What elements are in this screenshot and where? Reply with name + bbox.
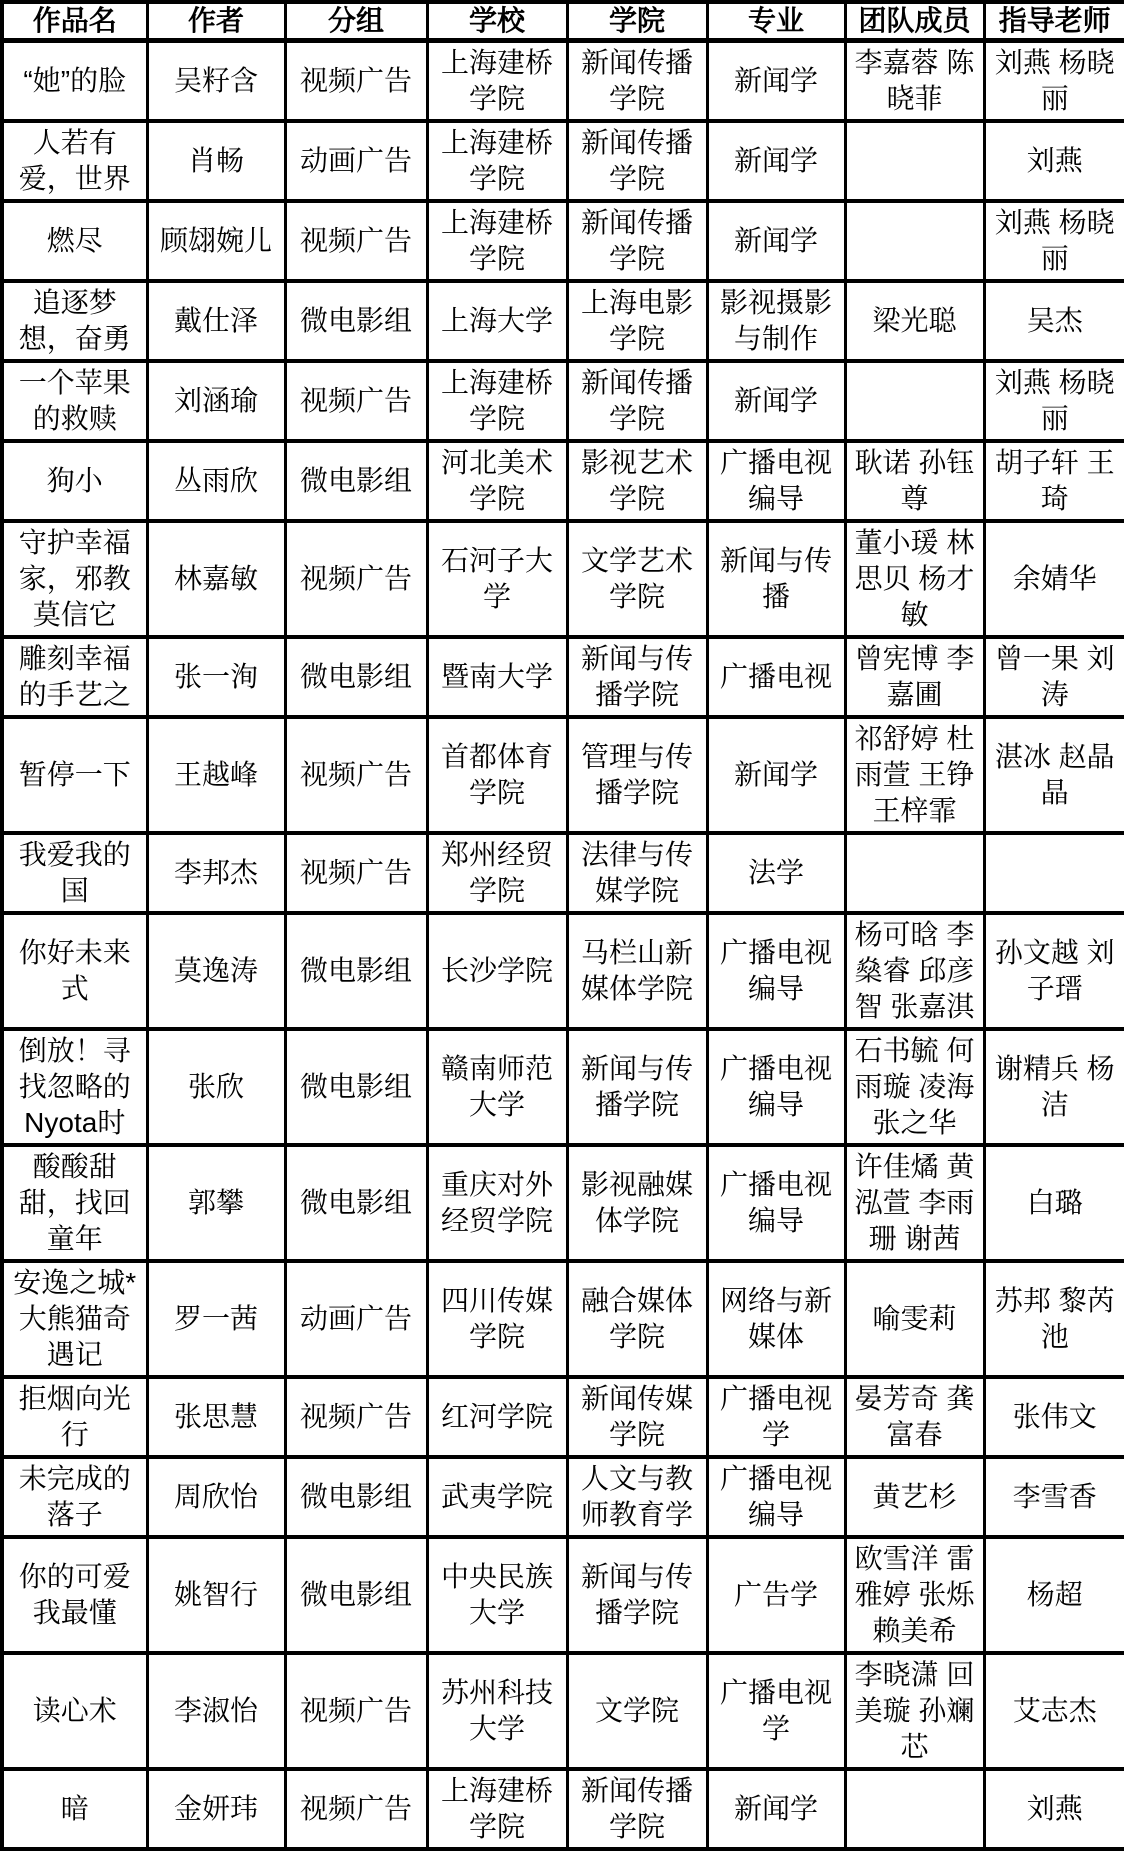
- author-cell: 罗一茜: [147, 1261, 285, 1377]
- work-title-cell: 狗小: [2, 441, 147, 521]
- team-members-cell: 李嘉蓉 陈晓菲: [845, 41, 984, 122]
- team-members-cell: [845, 201, 984, 281]
- table-row: [2, 1029, 1124, 1145]
- school-cell: 上海大学: [427, 281, 567, 361]
- table-row: [2, 441, 1124, 521]
- major-cell: 广播电视编导: [707, 1029, 845, 1145]
- table-row: [2, 41, 1124, 122]
- table-body: [2, 41, 1124, 1850]
- advisor-cell: 刘燕 杨晓丽: [984, 201, 1124, 281]
- college-cell: 新闻与传播学院: [567, 1029, 707, 1145]
- advisor-cell: 曾一果 刘涛: [984, 637, 1124, 717]
- group-cell: 微电影组: [285, 637, 427, 717]
- author-cell: 李邦杰: [147, 833, 285, 913]
- major-cell: 广播电视编导: [707, 1457, 845, 1537]
- group-cell: 视频广告: [285, 361, 427, 441]
- team-members-cell: 晏芳奇 龚富春: [845, 1377, 984, 1457]
- college-cell: 新闻与传播学院: [567, 637, 707, 717]
- major-cell: 新闻学: [707, 121, 845, 201]
- college-cell: 新闻传播学院: [567, 41, 707, 122]
- author-cell: 莫逸涛: [147, 913, 285, 1029]
- advisor-cell: 白璐: [984, 1145, 1124, 1261]
- work-title-cell: 雕刻幸福的手艺之: [2, 637, 147, 717]
- author-cell: 王越峰: [147, 717, 285, 833]
- group-cell: 视频广告: [285, 1769, 427, 1849]
- work-title-cell: 我爱我的国: [2, 833, 147, 913]
- team-members-cell: 石书毓 何雨璇 凌海 张之华: [845, 1029, 984, 1145]
- major-cell: 广播电视编导: [707, 441, 845, 521]
- advisor-cell: 杨超: [984, 1537, 1124, 1653]
- school-cell: 石河子大学: [427, 521, 567, 637]
- college-cell: 新闻与传播学院: [567, 1537, 707, 1653]
- column-header-group: 分组: [285, 2, 427, 41]
- author-cell: 顾翃婉儿: [147, 201, 285, 281]
- advisor-cell: 胡子轩 王琦: [984, 441, 1124, 521]
- work-title-cell: 燃尽: [2, 201, 147, 281]
- group-cell: 微电影组: [285, 281, 427, 361]
- table-row: [2, 833, 1124, 913]
- college-cell: 法律与传媒学院: [567, 833, 707, 913]
- table-row: [2, 521, 1124, 637]
- group-cell: 微电影组: [285, 913, 427, 1029]
- college-cell: 影视融媒体学院: [567, 1145, 707, 1261]
- author-cell: 张思慧: [147, 1377, 285, 1457]
- school-cell: 四川传媒学院: [427, 1261, 567, 1377]
- header-row: [2, 2, 1124, 41]
- advisor-cell: 刘燕: [984, 1769, 1124, 1849]
- team-members-cell: 李晓潇 回美璇 孙斓芯: [845, 1653, 984, 1769]
- author-cell: 金妍玮: [147, 1769, 285, 1849]
- group-cell: 视频广告: [285, 521, 427, 637]
- major-cell: 网络与新媒体: [707, 1261, 845, 1377]
- work-title-cell: 守护幸福家，邪教莫信它: [2, 521, 147, 637]
- school-cell: 河北美术学院: [427, 441, 567, 521]
- major-cell: 影视摄影与制作: [707, 281, 845, 361]
- work-title-cell: 酸酸甜甜，找回童年: [2, 1145, 147, 1261]
- table-row: [2, 281, 1124, 361]
- author-cell: 姚智行: [147, 1537, 285, 1653]
- work-title-cell: 追逐梦想，奋勇: [2, 281, 147, 361]
- work-title-cell: 你好未来式: [2, 913, 147, 1029]
- major-cell: 新闻学: [707, 361, 845, 441]
- work-title-cell: “她”的脸: [2, 41, 147, 122]
- college-cell: 新闻传播学院: [567, 361, 707, 441]
- group-cell: 微电影组: [285, 441, 427, 521]
- work-title-cell: 一个苹果的救赎: [2, 361, 147, 441]
- college-cell: 管理与传播学院: [567, 717, 707, 833]
- team-members-cell: 耿诺 孙钰尊: [845, 441, 984, 521]
- team-members-cell: 杨可晗 李燊睿 邱彦智 张嘉淇: [845, 913, 984, 1029]
- advisor-cell: 张伟文: [984, 1377, 1124, 1457]
- author-cell: 张一洵: [147, 637, 285, 717]
- work-title-cell: 人若有爱，世界: [2, 121, 147, 201]
- major-cell: 法学: [707, 833, 845, 913]
- team-members-cell: 欧雪洋 雷雅婷 张烁 赖美希: [845, 1537, 984, 1653]
- team-members-cell: 梁光聪: [845, 281, 984, 361]
- column-header-school: 学校: [427, 2, 567, 41]
- college-cell: 新闻传播学院: [567, 1769, 707, 1849]
- group-cell: 视频广告: [285, 1653, 427, 1769]
- author-cell: 张欣: [147, 1029, 285, 1145]
- college-cell: 人文与教师教育学: [567, 1457, 707, 1537]
- team-members-cell: 黄艺杉: [845, 1457, 984, 1537]
- college-cell: 上海电影学院: [567, 281, 707, 361]
- major-cell: 广播电视编导: [707, 1145, 845, 1261]
- college-cell: 新闻传播学院: [567, 121, 707, 201]
- team-members-cell: [845, 833, 984, 913]
- school-cell: 上海建桥学院: [427, 1769, 567, 1849]
- team-members-cell: 许佳燏 黄泓萱 李雨珊 谢茜: [845, 1145, 984, 1261]
- school-cell: 中央民族大学: [427, 1537, 567, 1653]
- school-cell: 红河学院: [427, 1377, 567, 1457]
- advisor-cell: 艾志杰: [984, 1653, 1124, 1769]
- major-cell: 广播电视学: [707, 1653, 845, 1769]
- school-cell: 暨南大学: [427, 637, 567, 717]
- work-title-cell: 倒放！寻找忽略的Nyota时: [2, 1029, 147, 1145]
- advisor-cell: 吴杰: [984, 281, 1124, 361]
- school-cell: 郑州经贸学院: [427, 833, 567, 913]
- table-row: [2, 913, 1124, 1029]
- team-members-cell: 曾宪博 李嘉圃: [845, 637, 984, 717]
- advisor-cell: 苏邦 黎芮池: [984, 1261, 1124, 1377]
- college-cell: 文学院: [567, 1653, 707, 1769]
- table-row: [2, 1653, 1124, 1769]
- column-header-author: 作者: [147, 2, 285, 41]
- advisor-cell: 余婧华: [984, 521, 1124, 637]
- major-cell: 新闻学: [707, 41, 845, 122]
- group-cell: 视频广告: [285, 717, 427, 833]
- team-members-cell: [845, 361, 984, 441]
- advisor-cell: 刘燕 杨晓丽: [984, 41, 1124, 122]
- work-title-cell: 安逸之城*大熊猫奇遇记: [2, 1261, 147, 1377]
- table-row: [2, 637, 1124, 717]
- school-cell: 赣南师范大学: [427, 1029, 567, 1145]
- school-cell: 武夷学院: [427, 1457, 567, 1537]
- major-cell: 新闻学: [707, 1769, 845, 1849]
- major-cell: 广播电视编导: [707, 913, 845, 1029]
- group-cell: 微电影组: [285, 1029, 427, 1145]
- major-cell: 广播电视: [707, 637, 845, 717]
- advisor-cell: 刘燕: [984, 121, 1124, 201]
- major-cell: 广播电视学: [707, 1377, 845, 1457]
- table-row: [2, 1769, 1124, 1849]
- table-row: [2, 361, 1124, 441]
- school-cell: 上海建桥学院: [427, 41, 567, 122]
- college-cell: 新闻传媒学院: [567, 1377, 707, 1457]
- advisor-cell: 孙文越 刘子瑨: [984, 913, 1124, 1029]
- team-members-cell: 祁舒婷 杜雨萱 王铮 王梓霏: [845, 717, 984, 833]
- column-header-advisor: 指导老师: [984, 2, 1124, 41]
- group-cell: 微电影组: [285, 1457, 427, 1537]
- advisor-cell: 谢精兵 杨洁: [984, 1029, 1124, 1145]
- column-header-major: 专业: [707, 2, 845, 41]
- column-header-work-title: 作品名: [2, 2, 147, 41]
- school-cell: 苏州科技大学: [427, 1653, 567, 1769]
- table-row: [2, 201, 1124, 281]
- author-cell: 李淑怡: [147, 1653, 285, 1769]
- column-header-team-members: 团队成员: [845, 2, 984, 41]
- team-members-cell: [845, 121, 984, 201]
- college-cell: 马栏山新媒体学院: [567, 913, 707, 1029]
- work-title-cell: 暂停一下: [2, 717, 147, 833]
- group-cell: 微电影组: [285, 1537, 427, 1653]
- table-row: [2, 121, 1124, 201]
- school-cell: 上海建桥学院: [427, 201, 567, 281]
- college-cell: 影视艺术学院: [567, 441, 707, 521]
- advisor-cell: 湛冰 赵晶晶: [984, 717, 1124, 833]
- work-title-cell: 未完成的落子: [2, 1457, 147, 1537]
- group-cell: 视频广告: [285, 41, 427, 122]
- college-cell: 融合媒体学院: [567, 1261, 707, 1377]
- major-cell: 新闻学: [707, 717, 845, 833]
- advisor-cell: [984, 833, 1124, 913]
- group-cell: 视频广告: [285, 1377, 427, 1457]
- team-members-cell: 喻雯莉: [845, 1261, 984, 1377]
- work-title-cell: 你的可爱我最懂: [2, 1537, 147, 1653]
- work-title-cell: 读心术: [2, 1653, 147, 1769]
- table-row: [2, 1261, 1124, 1377]
- author-cell: 肖畅: [147, 121, 285, 201]
- group-cell: 视频广告: [285, 833, 427, 913]
- school-cell: 长沙学院: [427, 913, 567, 1029]
- column-header-college: 学院: [567, 2, 707, 41]
- advisor-cell: 李雪香: [984, 1457, 1124, 1537]
- group-cell: 视频广告: [285, 201, 427, 281]
- work-title-cell: 拒烟向光行: [2, 1377, 147, 1457]
- table-row: [2, 1537, 1124, 1653]
- team-members-cell: [845, 1769, 984, 1849]
- school-cell: 上海建桥学院: [427, 121, 567, 201]
- author-cell: 郭攀: [147, 1145, 285, 1261]
- major-cell: 新闻与传播: [707, 521, 845, 637]
- table-row: [2, 1145, 1124, 1261]
- author-cell: 吴籽含: [147, 41, 285, 122]
- advisor-cell: 刘燕 杨晓丽: [984, 361, 1124, 441]
- author-cell: 林嘉敏: [147, 521, 285, 637]
- school-cell: 上海建桥学院: [427, 361, 567, 441]
- author-cell: 刘涵瑜: [147, 361, 285, 441]
- college-cell: 新闻传播学院: [567, 201, 707, 281]
- table-row: [2, 1457, 1124, 1537]
- author-cell: 戴仕泽: [147, 281, 285, 361]
- author-cell: 丛雨欣: [147, 441, 285, 521]
- college-cell: 文学艺术学院: [567, 521, 707, 637]
- work-title-cell: 暗: [2, 1769, 147, 1849]
- school-cell: 重庆对外经贸学院: [427, 1145, 567, 1261]
- group-cell: 动画广告: [285, 1261, 427, 1377]
- team-members-cell: 董小瑗 林思贝 杨才敏: [845, 521, 984, 637]
- group-cell: 动画广告: [285, 121, 427, 201]
- author-cell: 周欣怡: [147, 1457, 285, 1537]
- major-cell: 新闻学: [707, 201, 845, 281]
- table-row: [2, 1377, 1124, 1457]
- group-cell: 微电影组: [285, 1145, 427, 1261]
- major-cell: 广告学: [707, 1537, 845, 1653]
- school-cell: 首都体育学院: [427, 717, 567, 833]
- table-row: [2, 717, 1124, 833]
